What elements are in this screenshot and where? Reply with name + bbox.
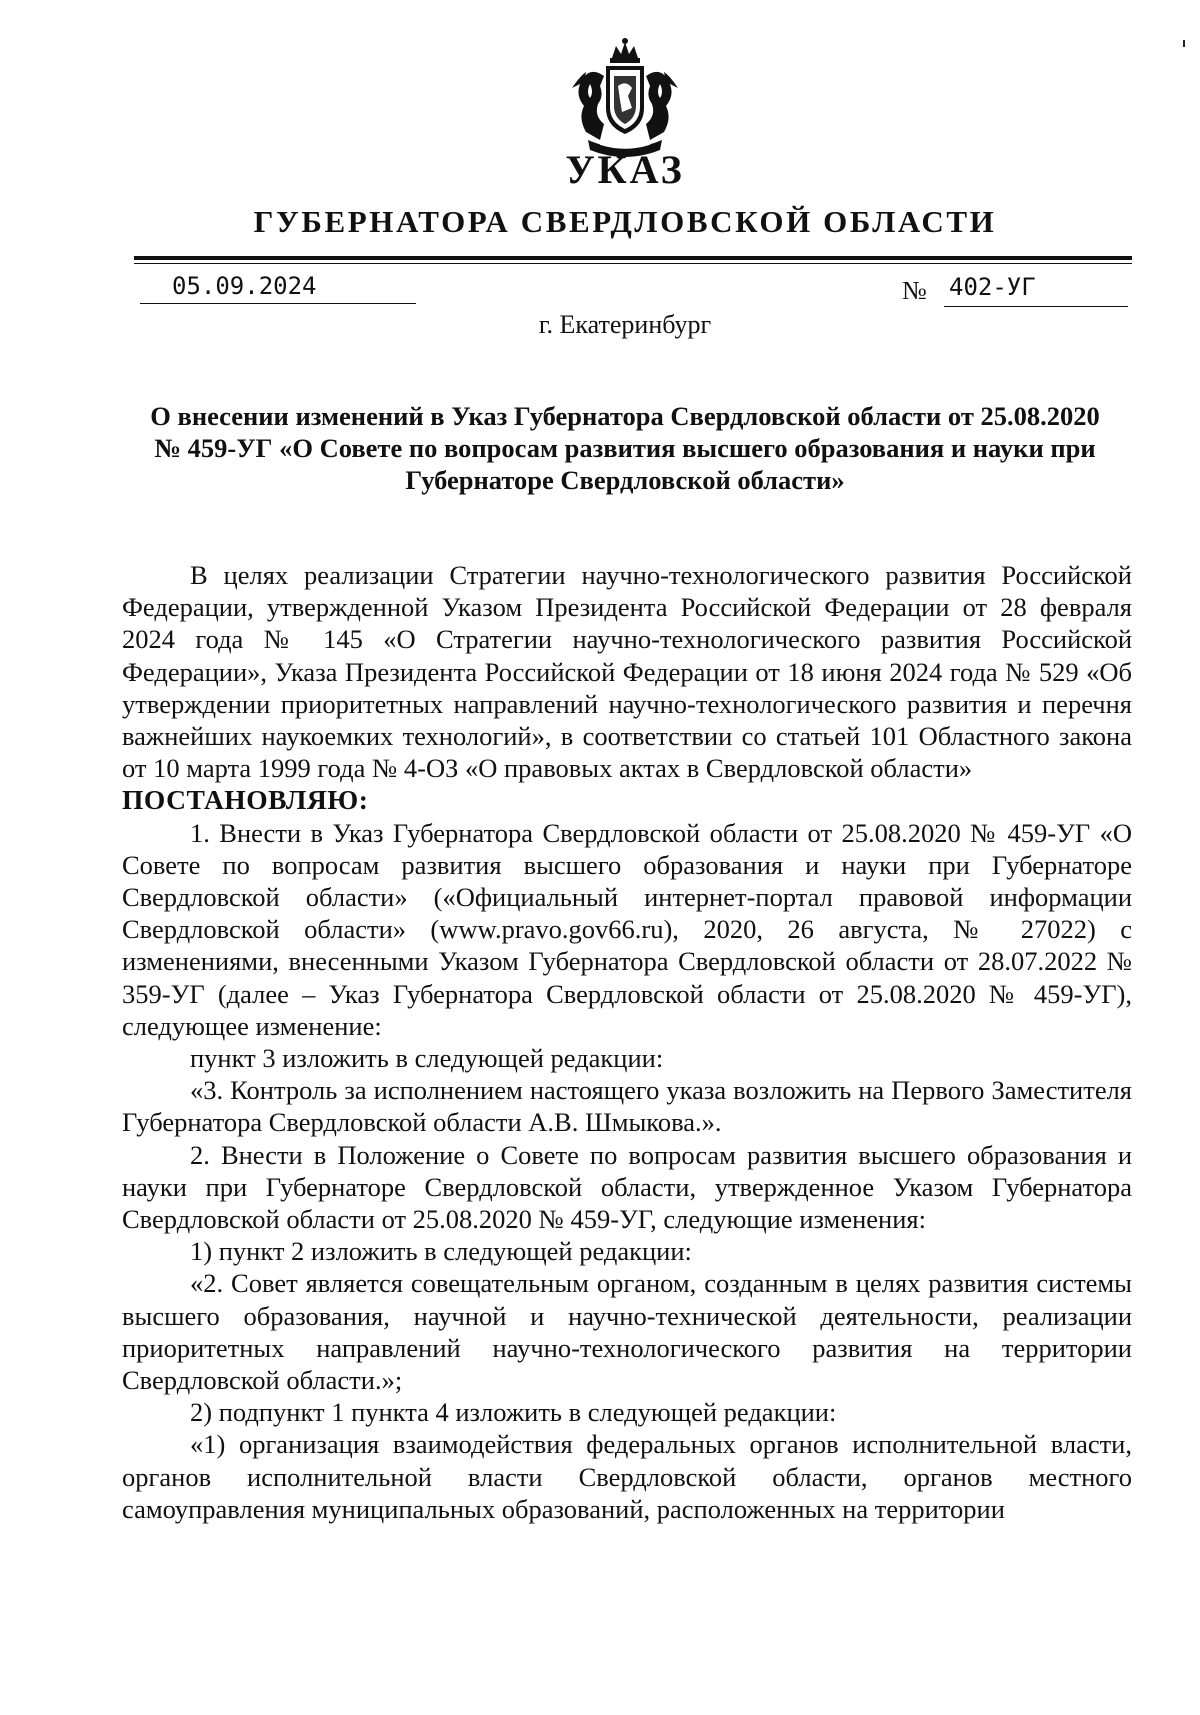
header-rule-thin [134,263,1132,264]
document-type: УКАЗ [565,147,685,192]
document-body [122,559,1132,1525]
date-underline [140,303,416,304]
paragraph-2-item-1-quote: «2. Совет является совещательным органом, созданным в целях развития системы высшего образования, научной и научно-технической деятельности, реализации приоритетных направлений научно-технологического развития на территории Свердловской области.»; [122,1268,1132,1396]
paragraph-1-quote: «3. Контроль за исполнением настоящего указа возложить на Первого Заместителя Губернатора Свердловской области А.В. Шмыкова.». [122,1075,1132,1138]
header-rule-thick [134,256,1132,260]
number-sign: № [902,276,927,305]
preamble-paragraph: В целях реализации Стратегии научно-технологического развития Российской Федерации, утвержденной Указом Президента Российской Федерации от 28 февраля 2024 года № 145 «О Стратегии научно-технологического развития Российской Федерации», Указа Президента Российской Федерации от 18 июня 2024 года № 529 «Об утверждении приоритетных направлений научно-технологического развития и перечня важнейших наукоемких технологий», в соответствии со статьей 101 Областного закона от 10 марта 1999 года № 4-ОЗ «О правовых актах в Свердловской области» [122,560,1132,784]
document-date: 05.09.2024 [172,272,317,300]
document-city: г. Екатеринбург [538,310,712,339]
resolve-heading: ПОСТАНОВЛЯЮ: [122,784,369,816]
document-title: О внесении изменений в Указ Губернатора Свердловской области от 25.08.2020 № 459-УГ «О Совете по вопросам развития высшего образования и науки при Губернаторе Свердловской области» [150,401,1100,495]
number-underline [944,306,1128,307]
document-number: 402-УГ [949,273,1036,301]
paragraph-2-item-2-quote: «1) организация взаимодействия федеральных органов исполнительной власти, органов исполнительной власти Свердловской области, органов местного самоуправления муниципальных образований, расположенных на территории [122,1429,1132,1524]
paragraph-2: 2. Внести в Положение о Совете по вопросам развития высшего образования и науки при Губернаторе Свердловской области, утвержденное Указом Губернатора Свердловской области от 25.08.2020 № 459-УГ, следующие изменения: [122,1139,1132,1235]
paragraph-1: 1. Внести в Указ Губернатора Свердловской области от 25.08.2020 № 459-УГ «О Совете по вопросам развития высшего образования и науки при Губернаторе Свердловской области» («Официальный интернет-портал правовой информации Свердловской области» (www.pravo.gov66.ru), 2020, 26 августа, № 27022) с изменениями, внесенными Указом Губернатора Свердловской области от 28.07.2022 № 359-УГ (далее – Указ Губернатора Свердловской области от 25.08.2020 № 459-УГ), следующее изменение: [122,817,1132,1041]
coat-of-arms-emblem [560,36,690,164]
paragraph-1-sub: пункт 3 изложить в следующей редакции: [190,1043,664,1074]
issuer-line: ГУБЕРНАТОРА СВЕРДЛОВСКОЙ ОБЛАСТИ [253,204,997,239]
paragraph-2-item-1: 1) пункт 2 изложить в следующей редакции: [190,1236,692,1267]
paragraph-2-item-2: 2) подпункт 1 пункта 4 изложить в следующей редакции: [190,1397,837,1428]
scan-speck [1183,40,1185,47]
